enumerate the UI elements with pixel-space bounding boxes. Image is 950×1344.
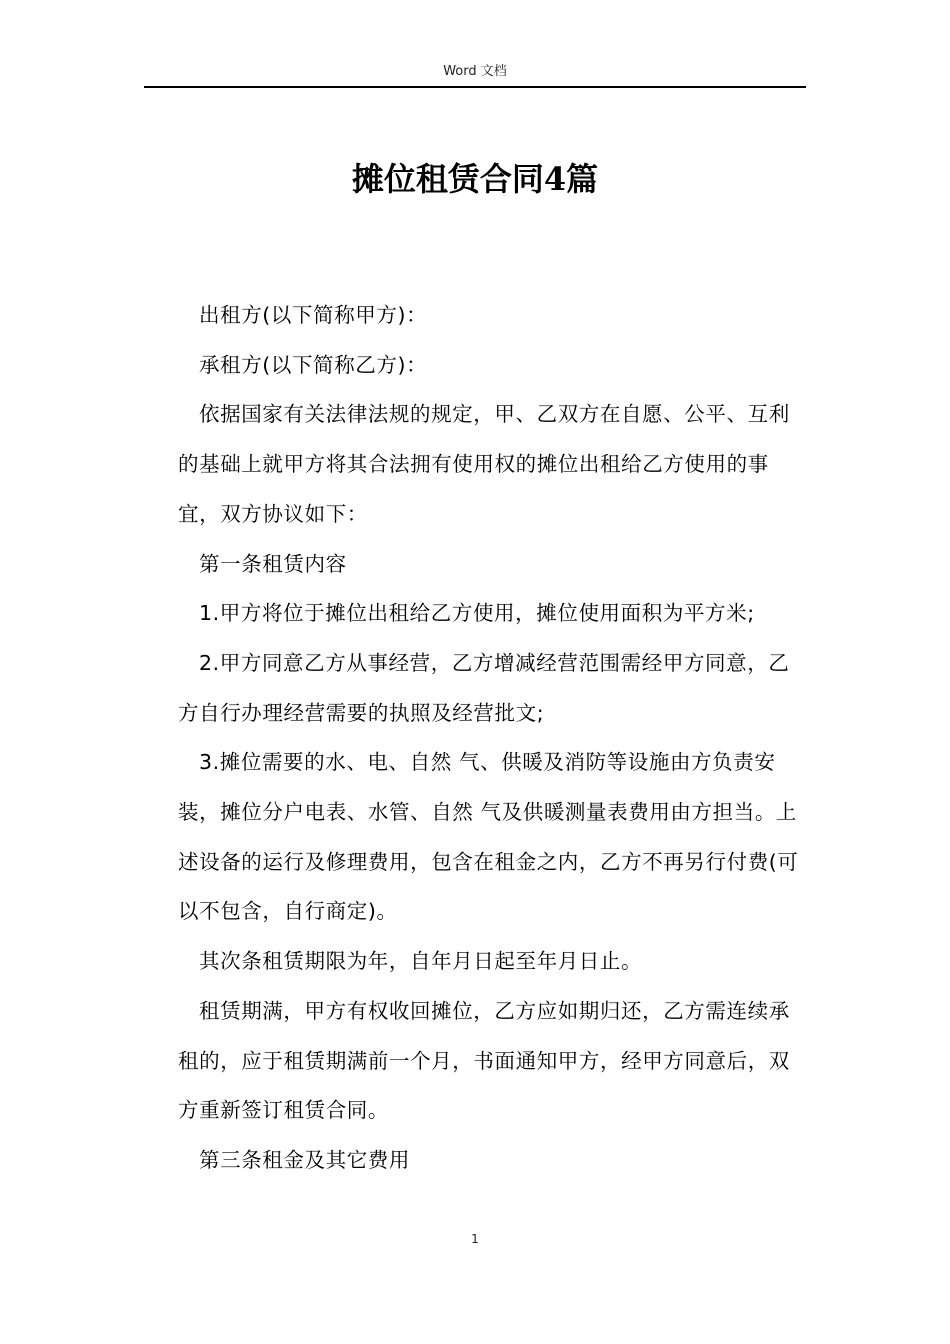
- paragraph-article-1-item-2: 2.甲方同意乙方从事经营，乙方增减经营范围需经甲方同意，乙方自行办理经营需要的执照及经营批文;: [178, 650, 790, 725]
- paragraph-article-1-item-1: 1.甲方将位于摊位出租给乙方使用，摊位使用面积为平方米;: [199, 601, 755, 626]
- paragraph-article-2: 其次条租赁期限为年，自年月日起至年月日止。: [199, 949, 643, 974]
- paragraph-lessor: 出租方(以下简称甲方)：: [199, 303, 428, 327]
- page-header: Word 文档: [443, 64, 507, 79]
- paragraph-article-3-heading: 第三条租金及其它费用: [199, 1147, 410, 1172]
- document-body: [178, 291, 806, 1186]
- paragraph-lease-expiry: 租赁期满，甲方有权收回摊位，乙方应如期归还，乙方需连续承租的，应于租赁期满前一个月，书面通知甲方，经甲方同意后，双方重新签订租赁合同。: [178, 998, 790, 1123]
- paragraph-preamble: 依据国家有关法律法规的规定，甲、乙双方在自愿、公平、互利的基础上就甲方将其合法拥有使用权的摊位出租给乙方使用的事宜，双方协议如下：: [178, 402, 790, 526]
- paragraph-lessee: 承租方(以下简称乙方)：: [199, 352, 428, 377]
- page-number: 1: [471, 1232, 479, 1246]
- paragraph-article-1-item-3: 3.摊位需要的水、电、自然 气、供暖及消防等设施由方负责安装，摊位分户电表、水管、自然 气及供暖测量表费用由方担当。上述设备的运行及修理费用，包含在租金之内，乙方不再另行付费(可以不包含，自行商定)。: [178, 750, 799, 924]
- paragraph-article-1-heading: 第一条租赁内容: [199, 551, 347, 576]
- document-title: 摊位租赁合同4篇: [351, 160, 599, 198]
- header-rule: [144, 86, 806, 88]
